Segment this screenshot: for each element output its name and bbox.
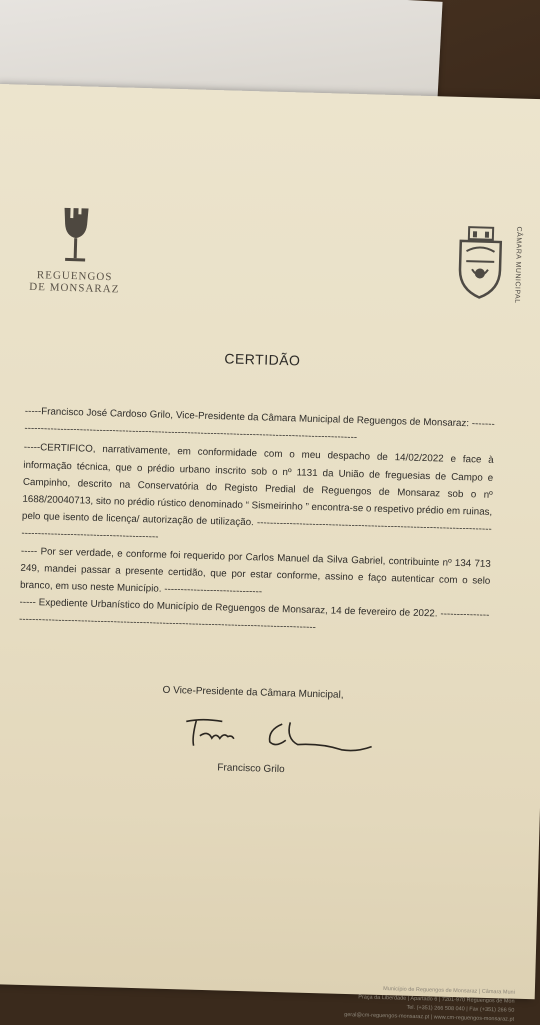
paragraph-requerido: ----- Por ser verdade, e conforme foi requerido por Carlos Manuel da Silva Gabriel, contribuinte nº 134 713 249, mandei passar a presente certidão, que por estar conforme, assino e faço autenticar com o selo branco, em uso neste Município. ------------------------------ — [19, 545, 494, 598]
document-body — [19, 403, 495, 642]
footer-line: Município de Reguengos de Monsaraz | Câmara Muni — [383, 986, 515, 996]
paragraph-intro: -----Francisco José Cardoso Grilo, Vice-Presidente da Câmara Municipal de Reguengos de Monsaraz: ------------------------------------------------------------------------------------------------------------- — [24, 405, 495, 444]
brand-line-1: REGUENGOS — [36, 269, 113, 284]
coat-of-arms-icon — [449, 225, 511, 307]
municipal-coat-of-arms — [449, 225, 531, 317]
certificate-page — [0, 84, 540, 1023]
brand-line-2: DE MONSARAZ — [29, 280, 120, 296]
wine-glass-icon — [57, 204, 95, 267]
paragraph-expediente: ----- Expediente Urbanístico do Município de Reguengos de Monsaraz, 14 de fevereiro de 2022. ---------------------------------------------------------------------------------------------------------- — [18, 596, 490, 634]
closing-line: O Vice-Presidente da Câmara Municipal, — [162, 684, 344, 701]
camara-municipal-label: CÂMARA MUNICIPAL — [513, 226, 523, 304]
footer-line: Tel. (+351) 266 508 040 | Fax (+351) 266 50 — [406, 1004, 515, 1014]
reguengos-logo — [24, 203, 126, 296]
paragraph-certifico: -----CERTIFICO, narrativamente, em conformidade com o meu despacho de 14/02/2022 e face à informação técnica, que o prédio urbano inscrito sob o nº 1131 da União de freguesias de Campo e Campinho, descrito na Conservatória do Registo Predial de Reguengos de Monsaraz sob o nº 1688/20040713, sito no prédio rústico denominado “ Sismeirinho ” encontra-se o respetivo prédio em ruinas, pelo que isento de licença/ autorização de utilização. ------------------------------------------------------------------------------------------------------------------ — [21, 442, 497, 544]
handwritten-signature — [171, 711, 382, 757]
document-title: CERTIDÃO — [224, 350, 301, 369]
footer-line: geral@cm-reguengos-monsaraz.pt | www.cm-reguengos-monsaraz.pt — [344, 1011, 515, 1023]
signer-name: Francisco Grilo — [217, 762, 285, 776]
address-footer — [304, 983, 515, 1025]
footer-line: Praça da Liberdade | Apartado 6 | 7201-970 Reguengos de Mon — [358, 994, 515, 1005]
